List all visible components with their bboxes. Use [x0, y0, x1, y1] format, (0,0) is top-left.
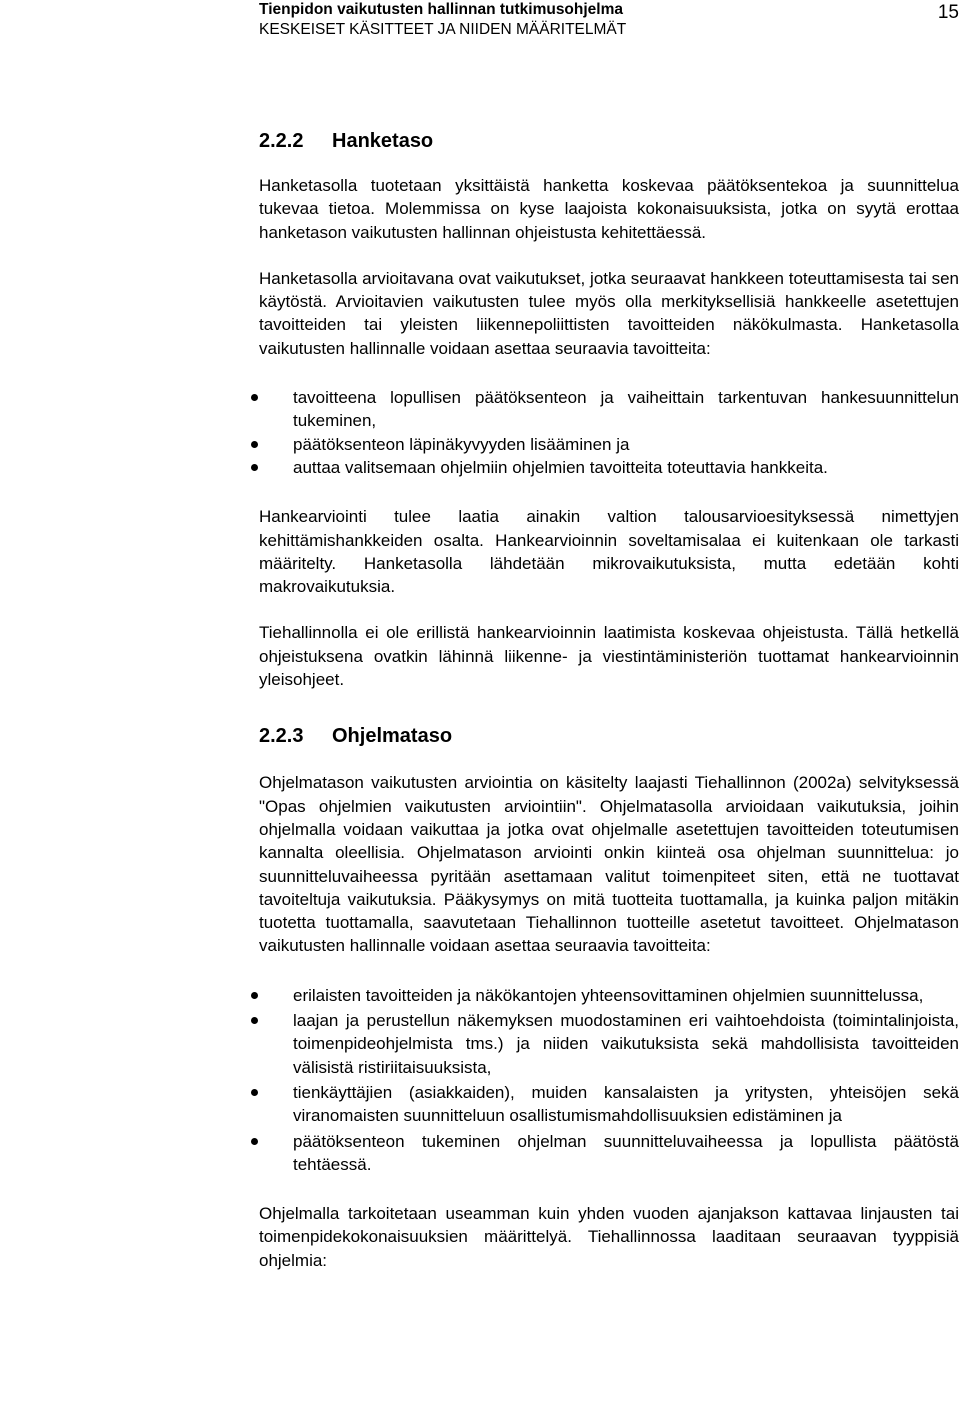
page-number: 15 — [937, 2, 959, 23]
paragraph: Hankearviointi tulee laatia ainakin valtion talousarvioesityksessä nimettyjen kehittämishankkeiden osalta. Hankearvioinnin soveltamisalaa ei kuitenkaan ole tarkasti määritelty. Hanketasolla lähdetään mikrovaikutuksista, mutta edetään kohti makrovaikutuksia. — [259, 507, 959, 597]
list-item: erilaisten tavoitteiden ja näkökantojen yhteensovittaminen ohjelmien suunnittelussa, — [259, 984, 959, 1007]
list-item: laajan ja perustellun näkemyksen muodostaminen eri vaihtoehdoista (toimintalinjoista, toimenpideohjelmista tms.) ja niiden vaikutuksista sekä mahdollisista tavoitteiden välisistä ristiriitaisuuksista, — [259, 1009, 959, 1079]
section-spacer — [259, 691, 959, 721]
paragraph: Ohjelmatason vaikutusten arviointia on käsitelty laajasti Tiehallinnon (2002a) selvityksessä "Opas ohjelmien vaikutusten arviointiin". Ohjelmatasolla arvioidaan vaikutuksia, joihin ohjelmalla voidaan vaikuttaa ja jotka ovat ohjelmalle asetettujen tavoitteiden toteutumisen kannalta oleellisia. Ohjelmatason arviointi onkin kiinteä osa ohjelman suunnittelua: jo suunnitteluvaiheessa pyritään asettamaan valitut toimenpiteet siten, että ne tuottavat tavoiteltuja vaikutuksia. Pääkysymys on mitä tuotteita tuottamalla, ja kuinka paljon mitäkin tuotetta tuottamalla, saavutetaan Tiehallinnon tuotteille asetetut tavoitteet. Ohjelmatason vaikutusten hallinnalle voidaan asettaa seuraavia tavoitteita: — [259, 773, 959, 956]
list-item: päätöksenteon läpinäkyvyyden lisääminen ja — [259, 433, 959, 456]
page-header — [259, 0, 959, 48]
paragraph: Tiehallinnolla ei ole erillistä hankearvioinnin laatimista koskevaa ohjeistusta. Tällä hetkellä ohjeistuksena ovatkin lähinnä liikenne- ja viestintäministeriön tuottamat hankearvioinnin yleisohjeet. — [259, 623, 959, 690]
section-hanketaso — [259, 126, 959, 691]
list-item: tienkäyttäjien (asiakkaiden), muiden kansalaisten ja yritysten, yhteisöjen sekä viranomaisten suunnitteluun osallistumismahdollisuuksien edistäminen ja — [259, 1081, 959, 1128]
running-header-subtitle: KESKEISET KÄSITTEET JA NIIDEN MÄÄRITELMÄT — [259, 21, 627, 38]
section-number: 2.2.2 — [259, 130, 304, 152]
list-item: päätöksenteon tukeminen ohjelman suunnitteluvaiheessa ja lopullista päätöstä tehtäessä. — [259, 1130, 959, 1177]
section-heading-hanketaso — [259, 126, 959, 156]
bullet-list — [259, 386, 959, 479]
bullet-list — [259, 984, 959, 1176]
paragraph: Ohjelmalla tarkoitetaan useamman kuin yhden vuoden ajanjakson kattavaa linjausten tai toimenpidekokonaisuuksien määrittelyä. Tiehallinnossa laaditaan seuraavan tyyppisiä ohjelmia: — [259, 1204, 959, 1270]
section-title: Hanketaso — [332, 130, 434, 152]
list-item: auttaa valitsemaan ohjelmiin ohjelmien tavoitteita toteuttavia hankkeita. — [259, 456, 959, 479]
section-number: 2.2.3 — [259, 725, 304, 748]
section-ohjelmataso — [259, 721, 959, 1272]
paragraph: Hanketasolla arvioitavana ovat vaikutukset, jotka seuraavat hankkeen toteuttamisesta tai sen käytöstä. Arvioitavien vaikutusten tulee myös olla merkityksellisiä hankkeelle asetettujen tavoitteiden tai yleisten liikennepoliittisten tavoitteiden näkökulmasta. Hanketasolla vaikutusten hallinnalle voidaan asettaa seuraavia tavoitteita: — [259, 268, 959, 358]
list-item: tavoitteena lopullisen päätöksenteon ja vaiheittain tarkentuvan hankesuunnittelun tukeminen, — [259, 386, 959, 433]
paragraph: Hanketasolla tuotetaan yksittäistä hanketta koskevaa päätöksentekoa ja suunnittelua tukevaa tietoa. Molemmissa on kyse laajoista kokonaisuuksista, jotka on syytä erottaa hanketason vaikutusten hallinnan ohjeistusta kehitettäessä. — [259, 176, 959, 242]
running-header-title: Tienpidon vaikutusten hallinnan tutkimusohjelma — [259, 1, 624, 18]
section-heading-ohjelmataso — [259, 721, 959, 751]
section-title: Ohjelmataso — [332, 725, 453, 748]
document-body — [259, 126, 959, 1272]
